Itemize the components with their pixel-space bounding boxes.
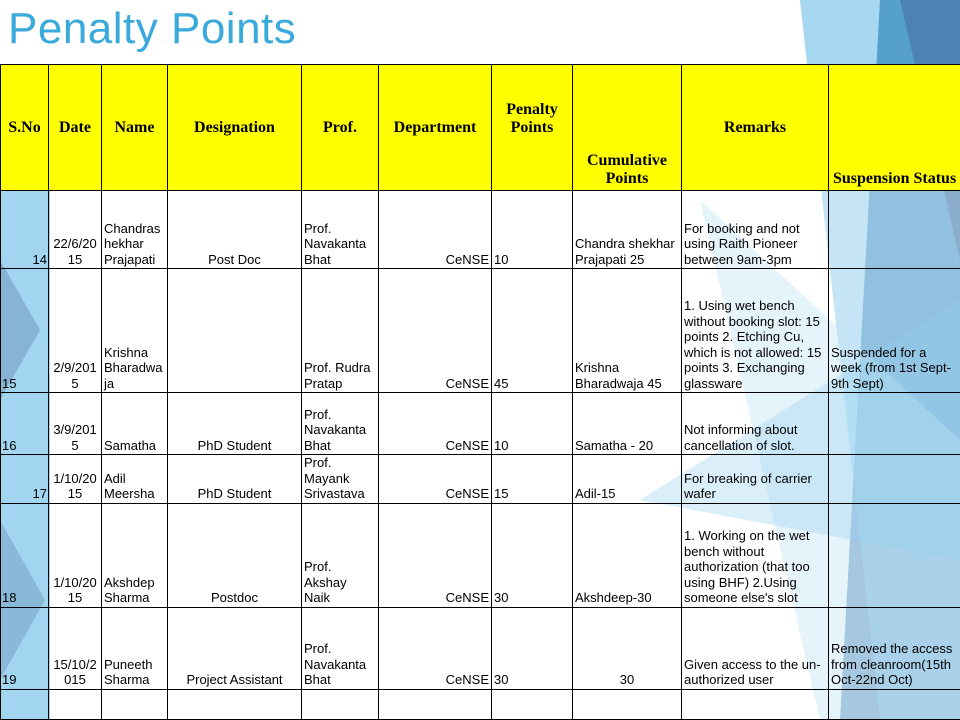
cell-date xyxy=(49,689,102,720)
cell-department: CeNSE xyxy=(379,191,492,269)
cell-designation: PhD Student xyxy=(168,393,302,455)
header-penalty-points: Penalty Points xyxy=(492,65,573,191)
cell-cumulative: 30 xyxy=(573,607,682,689)
cell-suspension: Removed the access from cleanroom(15th Oct-22nd Oct) xyxy=(829,607,960,689)
cell-cumulative: Samatha - 20 xyxy=(573,393,682,455)
cell-penalty: 30 xyxy=(492,607,573,689)
cell-sno xyxy=(1,689,49,720)
cell-sno: 18 xyxy=(1,503,49,607)
penalty-table xyxy=(0,64,960,720)
cell-cumulative: Chandra shekhar Prajapati 25 xyxy=(573,191,682,269)
cell-designation: PhD Student xyxy=(168,455,302,504)
cell-date: 15/10/2015 xyxy=(49,607,102,689)
cell-sno: 16 xyxy=(1,393,49,455)
cell-department xyxy=(379,689,492,720)
header-sno: S.No xyxy=(1,65,49,191)
table-row xyxy=(1,191,960,269)
cell-prof: Prof. Navakanta Bhat xyxy=(302,191,379,269)
table-row xyxy=(1,503,960,607)
cell-department: CeNSE xyxy=(379,393,492,455)
cell-name: Akshdep Sharma xyxy=(102,503,168,607)
table-row xyxy=(1,393,960,455)
cell-suspension xyxy=(829,455,960,504)
header-suspension-status: Suspension Status xyxy=(829,65,960,191)
cell-remarks: For booking and not using Raith Pioneer between 9am-3pm xyxy=(682,191,829,269)
cell-name: Samatha xyxy=(102,393,168,455)
cell-sno: 14 xyxy=(1,191,49,269)
cell-remarks: 1. Working on the wet bench without authorization (that too using BHF) 2.Using someone else's slot xyxy=(682,503,829,607)
cell-designation: Project Assistant xyxy=(168,607,302,689)
cell-designation: Postdoc xyxy=(168,503,302,607)
cell-sno: 19 xyxy=(1,607,49,689)
cell-date: 1/10/2015 xyxy=(49,455,102,504)
header-cumulative-points: Cumulative Points xyxy=(573,65,682,191)
cell-suspension xyxy=(829,393,960,455)
cell-penalty xyxy=(492,689,573,720)
cell-remarks: Given access to the un-authorized user xyxy=(682,607,829,689)
cell-designation xyxy=(168,269,302,393)
cell-suspension xyxy=(829,503,960,607)
cell-prof: Prof. Akshay Naik xyxy=(302,503,379,607)
cell-cumulative: Krishna Bharadwaja 45 xyxy=(573,269,682,393)
header-name: Name xyxy=(102,65,168,191)
cell-name: Chandrashekhar Prajapati xyxy=(102,191,168,269)
cell-sno: 17 xyxy=(1,455,49,504)
page-title: Penalty Points xyxy=(8,4,297,53)
cell-date: 2/9/2015 xyxy=(49,269,102,393)
cell-penalty: 10 xyxy=(492,191,573,269)
cell-sno: 15 xyxy=(1,269,49,393)
cell-suspension: Suspended for a week (from 1st Sept- 9th Sept) xyxy=(829,269,960,393)
cell-department: CeNSE xyxy=(379,503,492,607)
cell-prof xyxy=(302,689,379,720)
cell-designation: Post Doc xyxy=(168,191,302,269)
cell-remarks: 1. Using wet bench without booking slot: 15 points 2. Etching Cu, which is not allowed: 15 points 3. Exchanging glassware xyxy=(682,269,829,393)
cell-penalty: 10 xyxy=(492,393,573,455)
cell-name: Krishna Bharadwaja xyxy=(102,269,168,393)
cell-cumulative xyxy=(573,689,682,720)
cell-prof: Prof. Mayank Srivastava xyxy=(302,455,379,504)
cell-cumulative: Adil-15 xyxy=(573,455,682,504)
table-row xyxy=(1,269,960,393)
header-date: Date xyxy=(49,65,102,191)
cell-name: Adil Meersha xyxy=(102,455,168,504)
cell-department: CeNSE xyxy=(379,269,492,393)
cell-penalty: 45 xyxy=(492,269,573,393)
cell-suspension xyxy=(829,689,960,720)
cell-designation xyxy=(168,689,302,720)
header-remarks: Remarks xyxy=(682,65,829,191)
cell-date: 1/10/2015 xyxy=(49,503,102,607)
cell-date: 22/6/2015 xyxy=(49,191,102,269)
cell-date: 3/9/2015 xyxy=(49,393,102,455)
cell-suspension xyxy=(829,191,960,269)
cell-department: CeNSE xyxy=(379,607,492,689)
cell-remarks: For breaking of carrier wafer xyxy=(682,455,829,504)
cell-prof: Prof. Rudra Pratap xyxy=(302,269,379,393)
cell-prof: Prof. Navakanta Bhat xyxy=(302,607,379,689)
cell-cumulative: Akshdeep-30 xyxy=(573,503,682,607)
table-row xyxy=(1,607,960,689)
cell-prof: Prof. Navakanta Bhat xyxy=(302,393,379,455)
table-row xyxy=(1,689,960,720)
header-designation: Designation xyxy=(168,65,302,191)
cell-remarks xyxy=(682,689,829,720)
cell-penalty: 30 xyxy=(492,503,573,607)
table-header-row xyxy=(1,65,960,191)
cell-department: CeNSE xyxy=(379,455,492,504)
cell-penalty: 15 xyxy=(492,455,573,504)
cell-name: Puneeth Sharma xyxy=(102,607,168,689)
table-row xyxy=(1,455,960,504)
cell-name xyxy=(102,689,168,720)
cell-remarks: Not informing about cancellation of slot. xyxy=(682,393,829,455)
header-prof: Prof. xyxy=(302,65,379,191)
header-department: Department xyxy=(379,65,492,191)
